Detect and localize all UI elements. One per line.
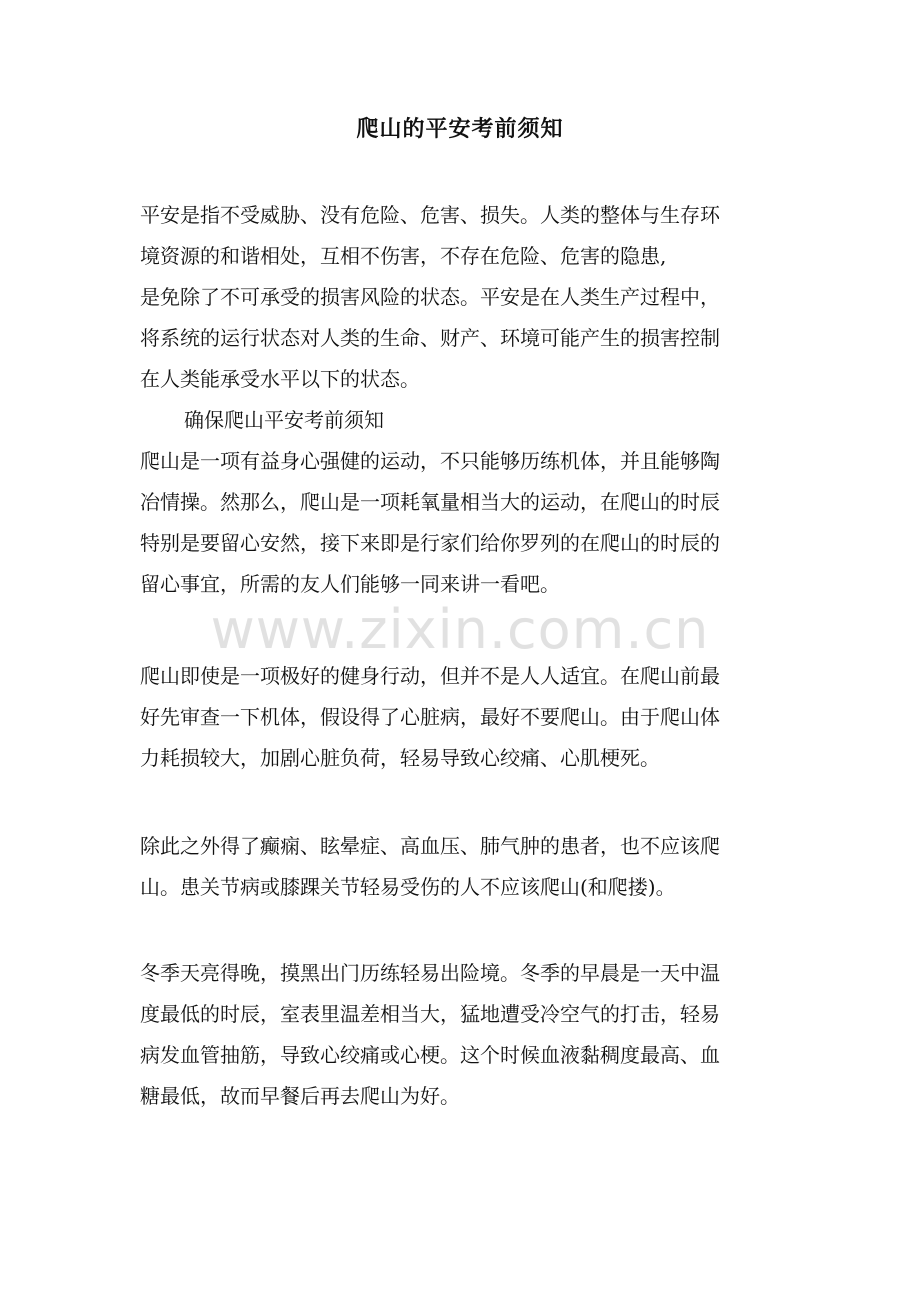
- text-line: 力耗损较大，加剧心脏负荷，轻易导致心绞痛、心肌梗死。: [140, 746, 660, 770]
- text-line: 特别是要留心安然，接下来即是行家们给你罗列的在爬山的时辰的: [140, 531, 720, 555]
- text-line: 好先审查一下机体，假设得了心脏病，最好不要爬山。由于爬山体: [140, 705, 720, 729]
- text-line: 冬季天亮得晚，摸黑出门历练轻易出险境。冬季的早晨是一天中温: [140, 961, 720, 985]
- text-line: 平安是指不受威胁、没有危险、危害、损失。人类的整体与生存环: [140, 203, 720, 227]
- section-subheading: 确保爬山平安考前须知: [184, 408, 384, 432]
- text-line: 病发血管抽筋，导致心绞痛或心梗。这个时候血液黏稠度最高、血: [140, 1043, 720, 1067]
- watermark: www.zixin.com.cn: [210, 598, 710, 661]
- text-line: 在人类能承受水平以下的状态。: [140, 367, 420, 391]
- text-line: 除此之外得了癫痫、眩晕症、高血压、肺气肿的患者，也不应该爬: [140, 834, 720, 858]
- document-title: 爬山的平安考前须知: [356, 116, 564, 142]
- paragraph-winter-advice: [140, 953, 772, 1117]
- text-line: 留心事宜，所需的友人们能够一同来讲一看吧。: [140, 572, 560, 596]
- text-line: 爬山即使是一项极好的健身行动，但并不是人人适宜。在爬山前最: [140, 664, 720, 688]
- paragraph-definition: [140, 195, 772, 605]
- text-line: 糖最低，故而早餐后再去爬山为好。: [140, 1084, 460, 1108]
- text-line: 将系统的运行状态对人类的生命、财产、环境可能产生的损害控制: [140, 326, 720, 350]
- paragraph-health-check: [140, 656, 772, 779]
- paragraph-other-conditions: [140, 826, 772, 908]
- text-line: 爬山是一项有益身心强健的运动，不只能够历练机体，并且能够陶: [140, 449, 720, 473]
- text-line: 度最低的时辰，室表里温差相当大，猛地遭受冷空气的打击，轻易: [140, 1002, 720, 1026]
- text-line: 是免除了不可承受的损害风险的状态。平安是在人类生产过程中，: [140, 285, 720, 309]
- text-line: 冶情操。然那么，爬山是一项耗氧量相当大的运动，在爬山的时辰: [140, 490, 720, 514]
- text-line: 境资源的和谐相处，互相不伤害，不存在危险、危害的隐患,: [140, 244, 667, 268]
- text-line: 山。患关节病或膝踝关节轻易受伤的人不应该爬山(和爬搂)。: [140, 875, 676, 899]
